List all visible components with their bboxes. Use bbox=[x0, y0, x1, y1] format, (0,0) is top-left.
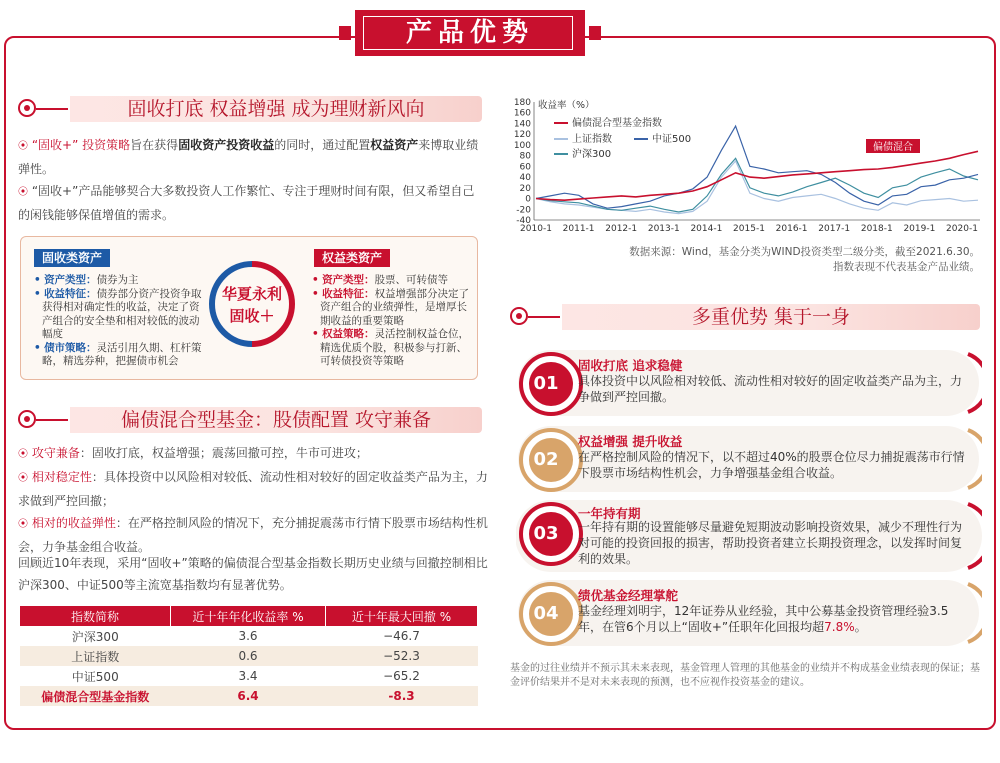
banner-tab-left bbox=[339, 26, 351, 40]
card-number: 03 bbox=[533, 523, 559, 544]
table-row bbox=[20, 626, 478, 646]
advantage-card bbox=[516, 424, 982, 494]
y-tick-label: 180 bbox=[513, 98, 531, 108]
legend-label: 上证指数 bbox=[572, 134, 612, 145]
section-header-line bbox=[36, 108, 68, 110]
card-title: 固收打底 追求稳健 bbox=[578, 358, 683, 373]
table-cell: 3.6 bbox=[171, 626, 326, 646]
item-value: 债券部分资产投资争取获得相对确定性的收益，决定了资产组合的安全垫和相对较低的波动幅度 bbox=[42, 287, 202, 340]
column-header: 近十年最大回撤 % bbox=[326, 606, 478, 626]
x-tick-label: 2014-1 bbox=[690, 224, 723, 234]
card-desc: 在严格控制风险的情况下，以不超过40%的股票仓位尽力捕捉震荡市行情下股票市场结构性机会，力争增强基金组合收益。 bbox=[578, 450, 965, 480]
source-line: 数据来源：Wind，基金分类为WIND投资类型二级分类，截至2021.6.30。 bbox=[629, 246, 980, 258]
card-desc bbox=[578, 603, 968, 635]
table-header bbox=[20, 606, 478, 626]
list-item: ⦿ 攻守兼备：固收打底，权益增强；震荡回撤可控，牛市可进攻； bbox=[18, 446, 368, 460]
text-fragment: 权益资产 bbox=[370, 138, 419, 152]
target-icon bbox=[510, 307, 528, 325]
y-tick-label: 120 bbox=[513, 130, 531, 141]
advantage-card bbox=[516, 348, 982, 418]
table-cell: 0.6 bbox=[171, 646, 326, 666]
y-tick-label: 140 bbox=[513, 119, 531, 130]
table-row bbox=[20, 686, 478, 706]
disclaimer: 基金的过往业绩并不预示其未来表现，基金管理人管理的其他基金的业绩并不构成基金业绩表现的保证；基金评价结果并不是对未来表现的预测，也不应视作投资基金的建议。 bbox=[510, 663, 980, 688]
x-tick-label: 2013-1 bbox=[647, 224, 680, 234]
list-item: • 资产类型：股票、可转债等 bbox=[312, 274, 449, 286]
y-tick-label: 160 bbox=[513, 108, 531, 119]
desc-tail: 。 bbox=[854, 620, 867, 634]
item-value: 权益增强部分决定了资产组合的业绩弹性，是增厚长期收益的重要策略 bbox=[320, 287, 470, 327]
table-cell: 上证指数 bbox=[20, 646, 171, 666]
card-title: 权益增强 提升收益 bbox=[578, 434, 683, 449]
advantage-card bbox=[516, 498, 982, 574]
column-header: 指数简称 bbox=[20, 606, 171, 626]
section-header-3 bbox=[510, 304, 980, 330]
legend-label: 沪深300 bbox=[572, 149, 612, 160]
x-tick-label: 2012-1 bbox=[605, 224, 638, 234]
text-fragment: “固收+” bbox=[31, 138, 79, 152]
x-tick-label: 2019-1 bbox=[903, 224, 936, 234]
equity-tag: 权益类资产 bbox=[314, 249, 390, 267]
list-item: • 收益特征：权益增强部分决定了资产组合的业绩弹性，是增厚长期收益的重要策略 bbox=[312, 287, 470, 327]
section-header-line bbox=[36, 419, 68, 421]
item-key: 资产类型： bbox=[44, 274, 97, 286]
card-title: 一年持有期 bbox=[578, 506, 641, 521]
x-tick-label: 2017-1 bbox=[818, 224, 851, 234]
x-tick-label: 2010-1 bbox=[520, 224, 552, 234]
paragraph-strategy bbox=[18, 134, 486, 180]
y-tick-label: 100 bbox=[513, 140, 531, 151]
ring-line-2: 固收＋ bbox=[229, 307, 275, 325]
target-icon bbox=[18, 99, 36, 117]
table-row bbox=[20, 666, 478, 686]
index-table bbox=[20, 606, 478, 706]
text-fragment: 旨在获得 bbox=[130, 138, 179, 152]
bullet-icon: ⦿ bbox=[18, 187, 28, 198]
table-cell: −65.2 bbox=[326, 666, 478, 686]
table-cell: 中证500 bbox=[20, 666, 171, 686]
item-key: 收益特征： bbox=[322, 287, 375, 300]
x-tick-label: 2016-1 bbox=[775, 224, 808, 234]
text-fragment: 的同时，通过配置 bbox=[274, 138, 371, 152]
item-value: 债券为主 bbox=[96, 274, 139, 286]
item-key: 债市策略： bbox=[44, 341, 97, 354]
title-banner bbox=[355, 10, 585, 56]
table-cell: −46.7 bbox=[326, 626, 478, 646]
table-cell: 3.4 bbox=[171, 666, 326, 686]
point-key: 攻守兼备 bbox=[31, 446, 80, 460]
point-value: ：固收打底，权益增强；震荡回撤可控，牛市可进攻； bbox=[79, 446, 368, 460]
item-key: 资产类型： bbox=[322, 274, 375, 286]
bullet-icon: ⦿ bbox=[18, 141, 28, 152]
y-axis-label: 收益率（%） bbox=[538, 100, 595, 111]
list-item: ⦿ 相对稳定性：具体投资中以风险相对较低、流动性相对较好的固定收益类产品为主，力求做到严控回撤； bbox=[18, 470, 488, 508]
review-paragraph: 回顾近10年表现，采用“固收+”策略的偏债混合型基金指数长期历史业绩与回撤控制相比沪深300、中证500等主流宽基指数均有显著优势。 bbox=[18, 556, 488, 592]
y-tick-label: 20 bbox=[519, 183, 531, 194]
data-source bbox=[510, 245, 980, 275]
fixed-income-tag: 固收类资产 bbox=[34, 249, 110, 267]
series-line bbox=[536, 161, 978, 214]
item-key: 收益特征： bbox=[44, 287, 97, 300]
card-number: 01 bbox=[533, 373, 559, 394]
chart-svg bbox=[510, 96, 985, 236]
table-cell: 偏债混合型基金指数 bbox=[20, 686, 171, 706]
fixed-income-list bbox=[34, 274, 202, 369]
center-ring bbox=[208, 260, 296, 348]
paragraph-fit bbox=[18, 180, 486, 226]
card-title: 绩优基金经理掌舵 bbox=[578, 588, 679, 603]
y-tick-label: 80 bbox=[519, 151, 531, 162]
legend-label: 偏债混合型基金指数 bbox=[572, 118, 662, 129]
x-tick-label: 2018-1 bbox=[860, 224, 893, 234]
y-tick-label: 40 bbox=[519, 173, 531, 184]
section-header-1 bbox=[18, 96, 482, 122]
performance-chart bbox=[510, 96, 985, 236]
card-number: 02 bbox=[533, 449, 559, 470]
section-header-line bbox=[528, 316, 560, 318]
list-item: ⦿ 相对的收益弹性：在严格控制风险的情况下，充分捕捉震荡市行情下股票市场结构性机会，力争基金组合收益。 bbox=[18, 516, 488, 554]
y-tick-label: 60 bbox=[519, 162, 531, 173]
advantage-card bbox=[516, 578, 982, 648]
card-number: 04 bbox=[533, 603, 559, 624]
y-tick-label: -40 bbox=[516, 216, 531, 226]
table-cell: −52.3 bbox=[326, 646, 478, 666]
table-cell: 沪深300 bbox=[20, 626, 171, 646]
y-tick-label: 0 bbox=[525, 194, 531, 205]
list-item: • 收益特征：债券部分资产投资争取获得相对确定性的收益，决定了资产组合的安全垫和相对较低的波动幅度 bbox=[34, 287, 202, 340]
banner-title: 产品优势 bbox=[405, 18, 534, 48]
card-desc: 具体投资中以风险相对较低、流动性相对较好的固定收益类产品为主，力争做到严控回撤。 bbox=[578, 374, 963, 404]
x-tick-label: 2020-1 bbox=[946, 224, 978, 234]
ring-line-1: 华夏永利 bbox=[221, 285, 282, 303]
text-fragment: 来博取业绩弹性。 bbox=[18, 138, 479, 176]
table-cell: -8.3 bbox=[326, 686, 478, 706]
card-desc: 一年持有期的设置能够尽量避免短期波动影响投资效果，减少不理性行为对可能的投资回报的损害，帮助投资者建立长期投资理念，以发挥时间复利的效果。 bbox=[578, 520, 963, 566]
table-row bbox=[20, 646, 478, 666]
point-value: ：在严格控制风险的情况下，充分捕捉震荡市行情下股票市场结构性机会，力争基金组合收益。 bbox=[18, 516, 488, 554]
item-value: 股票、可转债等 bbox=[374, 274, 449, 286]
list-item: • 权益策略：灵活控制权益仓位，精选优质个股，积极参与打新、可转债投资等策略 bbox=[312, 328, 470, 367]
point-key: 相对稳定性 bbox=[31, 470, 92, 484]
ring-graphic bbox=[208, 260, 296, 348]
legend-label: 中证500 bbox=[652, 134, 692, 145]
equity-list bbox=[312, 274, 472, 369]
point-value: ：具体投资中以风险相对较低、流动性相对较好的固定收益类产品为主，力求做到严控回撤； bbox=[18, 470, 488, 508]
section-title: 固收打底 权益增强 成为理财新风向 bbox=[127, 98, 425, 120]
item-key: 权益策略： bbox=[322, 328, 375, 340]
text-fragment: 投资策略 bbox=[82, 138, 131, 152]
desc-highlight: 7.8% bbox=[824, 620, 855, 634]
point-list bbox=[18, 442, 488, 558]
text-fragment: “固收+”产品能够契合大多数投资人工作繁忙、专注于理财时间有限，但又希望自己的闲钱能够保值增值的需求。 bbox=[18, 184, 475, 222]
point-key: 相对的收益弹性 bbox=[31, 516, 116, 530]
section-title: 多重优势 集于一身 bbox=[691, 306, 851, 328]
column-header: 近十年年化收益率 % bbox=[171, 606, 326, 626]
banner-tab-right bbox=[589, 26, 601, 40]
source-line: 指数表现不代表基金产品业绩。 bbox=[833, 261, 980, 273]
list-item: • 债市策略：灵活引用久期、杠杆策略，精选券种，把握债市机会 bbox=[34, 341, 202, 367]
item-value: 灵活控制权益仓位，精选优质个股，积极参与打新、可转债投资等策略 bbox=[320, 328, 470, 367]
target-icon bbox=[18, 410, 36, 428]
list-item: • 资产类型：债券为主 bbox=[34, 274, 139, 286]
section-header-2 bbox=[18, 407, 482, 433]
section-title: 偏债混合型基金：股债配置 攻守兼备 bbox=[120, 409, 432, 431]
desc-text: 基金经理刘明宇，12年证券从业经验，其中公募基金投资管理经验3.5年，在管6个月以上“固收+”任职年化回报均超 bbox=[578, 604, 949, 634]
x-tick-label: 2015-1 bbox=[733, 224, 765, 234]
table-cell: 6.4 bbox=[171, 686, 326, 706]
text-fragment: 固收资产投资收益 bbox=[178, 138, 275, 152]
y-tick-label: -20 bbox=[516, 205, 531, 216]
annotation-label: 偏债混合 bbox=[873, 142, 913, 153]
item-value: 灵活引用久期、杠杆策略，精选券种，把握债市机会 bbox=[42, 341, 202, 367]
x-tick-label: 2011-1 bbox=[562, 224, 595, 234]
